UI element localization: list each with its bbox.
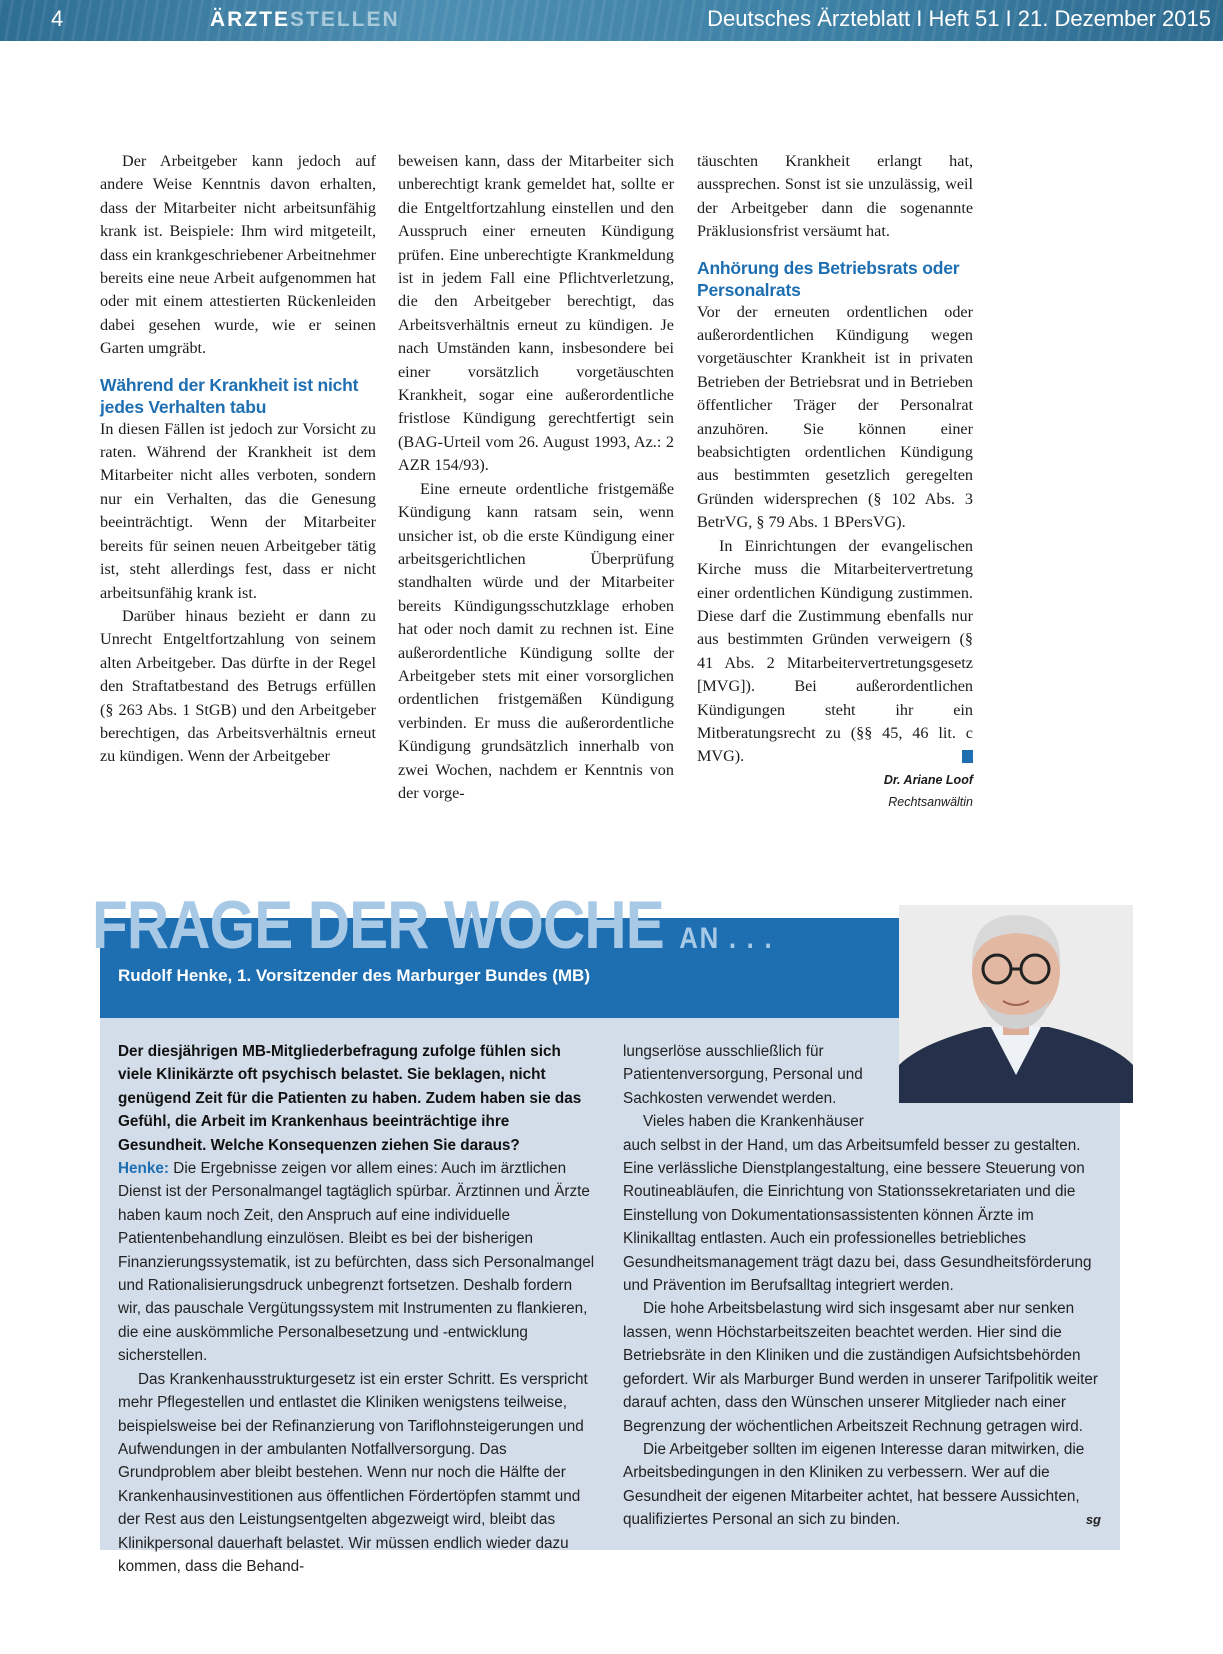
interview-subtitle: Rudolf Henke, 1. Vorsitzender des Marburger Bundes (MB) [118,966,590,985]
paragraph: täuschten Krankheit erlangt hat, aussprechen. Sonst ist sie unzulässig, weil der Arbeitgeber dann die sogenannte Präklusionsfrist versäumt hat. [697,152,973,241]
page-header [0,0,1223,41]
answer-paragraph: auch selbst in der Hand, um das Arbeitsumfeld besser zu gestalten. Eine verlässliche Dienstplangestaltung, eine bessere Steuerung von Routineabläufen, die Einrichtung von Stationssekretariaten und die Einstellung von Dokumentationsassistenten können Ärzte im Klinikalltag entlasten. Auch ein professionelles betriebliches Gesundheitsmanagement trägt dazu bei, dass Gesundheitsförderung und Prävention im Berufsalltag integriert werden. [623,1136,1092,1295]
brand-part-1: ÄRZTE [210,8,290,31]
answer-paragraph: lungserlöse ausschließlich für Patientenversorgung, Personal und Sachkosten verwendet werden. [623,1043,863,1107]
paragraph: Eine erneute ordentliche fristgemäße Kündigung kann ratsam sein, wenn unsicher ist, ob die erste Kündigung einer arbeitsgerichtlichen Überprüfung standhalten würde und der Mitarbeiter bereits Kündigungsschutzklage erhoben hat oder noch damit zu rechnen ist. Eine außerordentliche Kündigung sollte der Arbeitgeber stets mit einer vorsorglichen ordentlichen fristgemäßen Kündigung verbinden. Er muss die außerordentliche Kündigung grundsätzlich innerhalb von zwei Wochen, nachdem er Kenntnis von der vorge- [398,479,674,802]
interview-question: Der diesjährigen MB-Mitgliederbefragung zufolge fühlen sich viele Klinikärzte oft psychisch belastet. Sie beklagen, nicht genügend Zeit für die Patienten zu haben. Zudem haben sie das Gefühl, die Arbeit im Krankenhaus beeinträchtige ihre Gesundheit. Welche Konsequenzen ziehen Sie daraus? [118,1043,582,1154]
paragraph: Vor der erneuten ordentlichen oder außerordentlichen Kündigung wegen vorgetäuschter Krankheit ist in privaten Betrieben der Betriebsrat und in Betrieben öffentlicher Träger der Personalrat anzuhören. Sie können einer beabsichtigten ordentlichen Kündigung aus bestimmten gesetzlich geregelten Gründen widersprechen (§ 102 Abs. 3 BetrVG, § 79 Abs. 1 BPersVG). [697,302,973,532]
answer-paragraph: Das Krankenhausstrukturgesetz ist ein erster Schritt. Es verspricht mehr Pflegestellen und entlastet die Kliniken wenigstens teilweise, beispielsweise bei der Refinanzierung von Tariflohnsteigerungen und Aufwendungen in der ambulanten Notfallversorgung. Das Grundproblem aber bleibt bestehen. Wenn nur noch die Hälfte der Krankenhausinvestitionen aus öffentlichen Fördertöpfen stammt und der Rest aus den Leistungsentgelten abgezweigt wird, bleibt das Klinikpersonal dauerhaft belastet. Wir müssen endlich wieder dazu kommen, dass die Behand- [118,1370,588,1575]
article-column-2 [398,150,674,805]
subheading: Anhörung des Betriebsrats oder Personalrats [697,257,960,300]
author-name: Dr. Ariane Loof [883,772,973,787]
editor-initials: sg [1085,1512,1101,1528]
article-column-1 [100,150,376,769]
paragraph: In diesen Fällen ist jedoch zur Vorsicht zu raten. Während der Krankheit ist dem Mitarbeiter nicht alles verboten, sondern nur ein Verhalten, das die Genesung beeinträchtigt. Wenn der Mitarbeiter bereits für seinen neuen Arbeitgeber tätig ist, steht allerdings fest, dass er nicht arbeitsunfähig krank ist. [100,419,376,602]
interview-column-1 [118,1040,596,1578]
answer-paragraph-start: Vieles haben die Krankenhäuser [643,1113,864,1131]
page-number: 4 [51,6,64,31]
answer-paragraph [118,1157,596,1368]
paragraph-text: In Einrichtungen der evangelischen Kirche muss die Mitarbeitervertretung einer ordentlichen Kündigung zustimmen. Diese darf die Zustimmung ebenfalls nur aus bestimmten Gründen verweigern (§ 41 Abs. 2 Mitarbeitervertretungsgesetz [MVG]). Bei außerordentlichen Kündigungen steht ihr ein Mitberatungsrecht zu (§§ 45, 46 lit. c MVG). [697,536,973,766]
end-mark-icon [962,750,973,763]
paragraph: beweisen kann, dass der Mitarbeiter sich unberechtigt krank gemeldet hat, sollte er die Entgeltfortzahlung einstellen und den Ausspruch einer erneuten Kündigung prüfen. Eine unberechtigte Krankmeldung ist in jedem Fall eine Pflichtverletzung, die den Arbeitgeber berechtigt, das Arbeitsverhältnis erneut zu kündigen. Je nach Umständen kann, insbesondere bei einer vorsätzlich vorgetäuschten Krankheit, sogar eine außerordentliche fristlose Kündigung gerechtfertigt sein (BAG-Urteil vom 26. August 1993, Az.: 2 AZR 154/93). [398,152,674,475]
paragraph [697,535,973,769]
brand-part-2: STELLEN [290,8,400,31]
article-column-3 [697,150,973,813]
interview-title [92,887,774,974]
issue-info: Deutsches Ärzteblatt I Heft 51 I 21. Dezember 2015 [707,6,1211,31]
interview-column-2 [623,1040,1101,1532]
interview-title-suffix: AN . . . [679,922,774,955]
author-signature [697,769,973,813]
paragraph: Der Arbeitgeber kann jedoch auf andere Weise Kenntnis davon erhalten, dass der Mitarbeiter nicht arbeitsunfähig krank ist. Beispiele: Ihm wird mitgeteilt, dass ein krankgeschriebener Arbeitnehmer bereits eine neue Arbeit aufgenommen hat oder mit einem attestierten Rückenleiden dabei gesehen wurde, wie er seinen Garten umgräbt. [100,152,376,358]
answer-label: Henke: [118,1160,170,1178]
answer-paragraph: Die hohe Arbeitsbelastung wird sich insgesamt aber nur senken lassen, wenn Höchstarbeitszeiten beachtet werden. Hier sind die Betriebsräte in den Kliniken und die zuständigen Aufsichtsbehörden gefordert. Wir als Marburger Bund werden in unserer Tarifpolitik weiter darauf achten, dass den Wünschen unserer Mitglieder nach einer Begrenzung der wöchentlichen Arbeitszeit Rechnung getragen wird. [623,1300,1098,1435]
answer-text: Die Ergebnisse zeigen vor allem eines: Auch im ärztlichen Dienst ist der Personalmangel tagtäglich spürbar. Ärztinnen und Ärzte haben kaum noch Zeit, den Anspruch auf eine individuelle Patientenbehandlung einzulösen. Bleibt es bei der bisherigen Finanzierungssystematik, ist zu befürchten, dass sich Personalmangel und Rationalisierungsdruck unbegrenzt fortsetzen. Deshalb fordern wir, das pauschale Vergütungssystem mit Instrumenten zu flankieren, die eine auskömmliche Personalbesetzung und -entwicklung sicherstellen. [118,1160,595,1365]
section-brand [210,8,400,32]
subheading: Während der Krankheit ist nicht jedes Verhalten tabu [100,374,359,417]
paragraph: Darüber hinaus bezieht er dann zu Unrecht Entgeltfortzahlung von seinem alten Arbeitgeber. Das dürfte in der Regel den Straftatbestand des Betrugs erfüllen (§ 263 Abs. 1 StGB) und den Arbeitgeber berechtigen, das Arbeitsverhältnis erneut zu kündigen. Wenn der Arbeitgeber [100,606,376,766]
answer-paragraph [623,1438,1101,1532]
author-role: Rechtsanwältin [888,794,973,809]
answer-text: Die Arbeitgeber sollten im eigenen Interesse daran mitwirken, die Arbeitsbedingungen in den Kliniken zu verbessern. Wer auf die Gesundheit der eigenen Mitarbeiter achtet, hat bessere Aussichten, qualifiziertes Personal an sich zu binden. [623,1440,1085,1529]
interview-title-main: FRAGE DER WOCHE [92,887,664,963]
